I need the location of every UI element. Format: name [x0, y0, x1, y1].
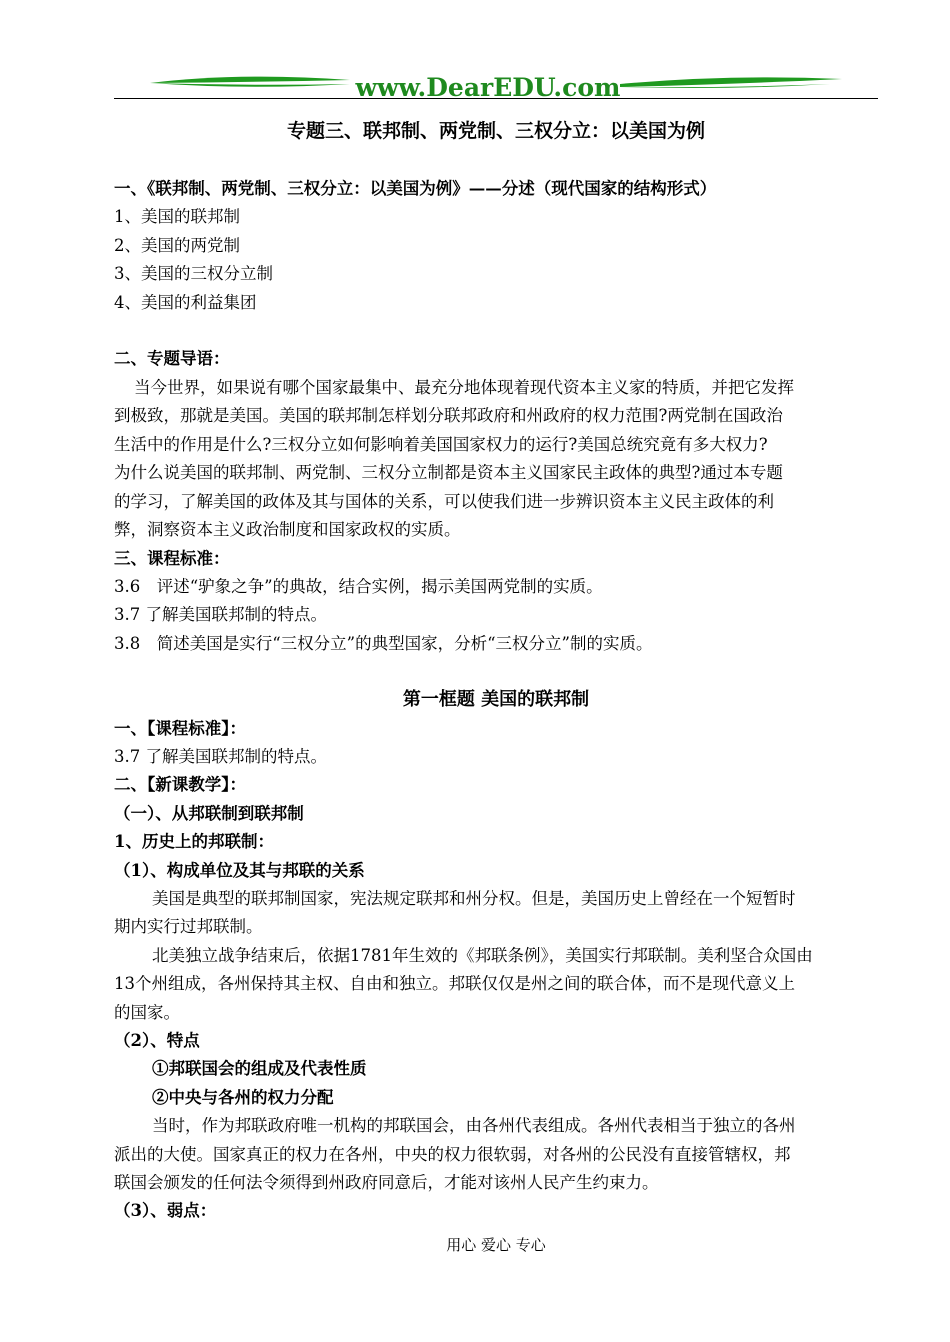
page-footer: 用心 爱心 专心 — [446, 1236, 546, 1254]
svg-text:www.DearEDU.com: www.DearEDU.com — [355, 73, 621, 102]
paragraph-line: 联国会颁发的任何法令须得到州政府同意后，才能对该州人民产生约束力。 — [114, 1173, 659, 1192]
paragraph-line: 派出的大使。国家真正的权力在各州，中央的权力很软弱，对各州的公民没有直接管辖权，邦 — [114, 1145, 791, 1164]
guide-line: 弊，洞察资本主义政治制度和国家政权的实质。 — [114, 520, 461, 539]
point-heading: ①邦联国会的组成及代表性质 — [152, 1059, 367, 1078]
point-heading: ②中央与各州的权力分配 — [152, 1088, 334, 1107]
paragraph-line: 期内实行过邦联制。 — [114, 917, 263, 936]
overview-item: 4、美国的利益集团 — [114, 293, 257, 312]
section-heading: （一）、从邦联制到联邦制 — [114, 804, 304, 823]
guide-heading: 二、专题导语： — [114, 349, 230, 368]
standard-item: 3.8 简述美国是实行“三权分立”的典型国家，分析“三权分立”制的实质。 — [114, 634, 653, 653]
paragraph-line: 当时，作为邦联政府唯一机构的邦联国会，由各州代表组成。各州代表相当于独立的各州 — [152, 1116, 796, 1135]
overview-heading: 一、《联邦制、两党制、三权分立：以美国为例》——分述（现代国家的结构形式） — [114, 179, 717, 198]
guide-line: 当今世界，如果说有哪个国家最集中、最充分地体现着现代资本主义家的特质，并把它发挥 — [134, 378, 794, 397]
section-heading: （3）、弱点： — [114, 1201, 217, 1220]
guide-line: 生活中的作用是什么?三权分立如何影响着美国国家权力的运行?美国总统究竟有多大权力? — [114, 435, 768, 454]
overview-item: 2、美国的两党制 — [114, 236, 240, 255]
lesson-title: 第一框题 美国的联邦制 — [402, 689, 590, 710]
section-heading: 1、历史上的邦联制： — [114, 832, 274, 851]
header-rule — [114, 98, 878, 99]
lesson-std-item: 3.7 了解美国联邦制的特点。 — [114, 747, 327, 766]
guide-line: 的学习，了解美国的政体及其与国体的关系，可以使我们进一步辨识资本主义民主政体的利 — [114, 492, 774, 511]
overview-item: 3、美国的三权分立制 — [114, 264, 273, 283]
section-heading: （1）、构成单位及其与邦联的关系 — [114, 861, 365, 880]
lesson-std-heading: 一、【课程标准】： — [114, 719, 246, 738]
overview-item: 1、美国的联邦制 — [114, 207, 240, 226]
paragraph-line: 美国是典型的联邦制国家，宪法规定联邦和州分权。但是，美国历史上曾经在一个短暂时 — [152, 889, 796, 908]
standard-item: 3.7 了解美国联邦制的特点。 — [114, 605, 327, 624]
new-lesson-heading: 二、【新课教学】： — [114, 775, 246, 794]
section-heading: （2）、特点 — [114, 1031, 200, 1050]
standard-item: 3.6 评述“驴象之争”的典故，结合实例，揭示美国两党制的实质。 — [114, 577, 603, 596]
paragraph-line: 13个州组成，各州保持其主权、自由和独立。邦联仅仅是州之间的联合体，而不是现代意义上 — [114, 974, 795, 993]
standards-heading: 三、课程标准： — [114, 549, 230, 568]
paragraph-line: 北美独立战争结束后，依据1781年生效的《邦联条例》，美国实行邦联制。美利坚合众国由 — [152, 946, 813, 965]
paragraph-line: 的国家。 — [114, 1003, 180, 1022]
guide-line: 到极致，那就是美国。美国的联邦制怎样划分联邦政府和州政府的权力范围?两党制在国政治 — [114, 406, 783, 425]
guide-line: 为什么说美国的联邦制、两党制、三权分立制都是资本主义国家民主政体的典型?通过本专题 — [114, 463, 783, 482]
page-title: 专题三、联邦制、两党制、三权分立：以美国为例 — [286, 120, 705, 142]
